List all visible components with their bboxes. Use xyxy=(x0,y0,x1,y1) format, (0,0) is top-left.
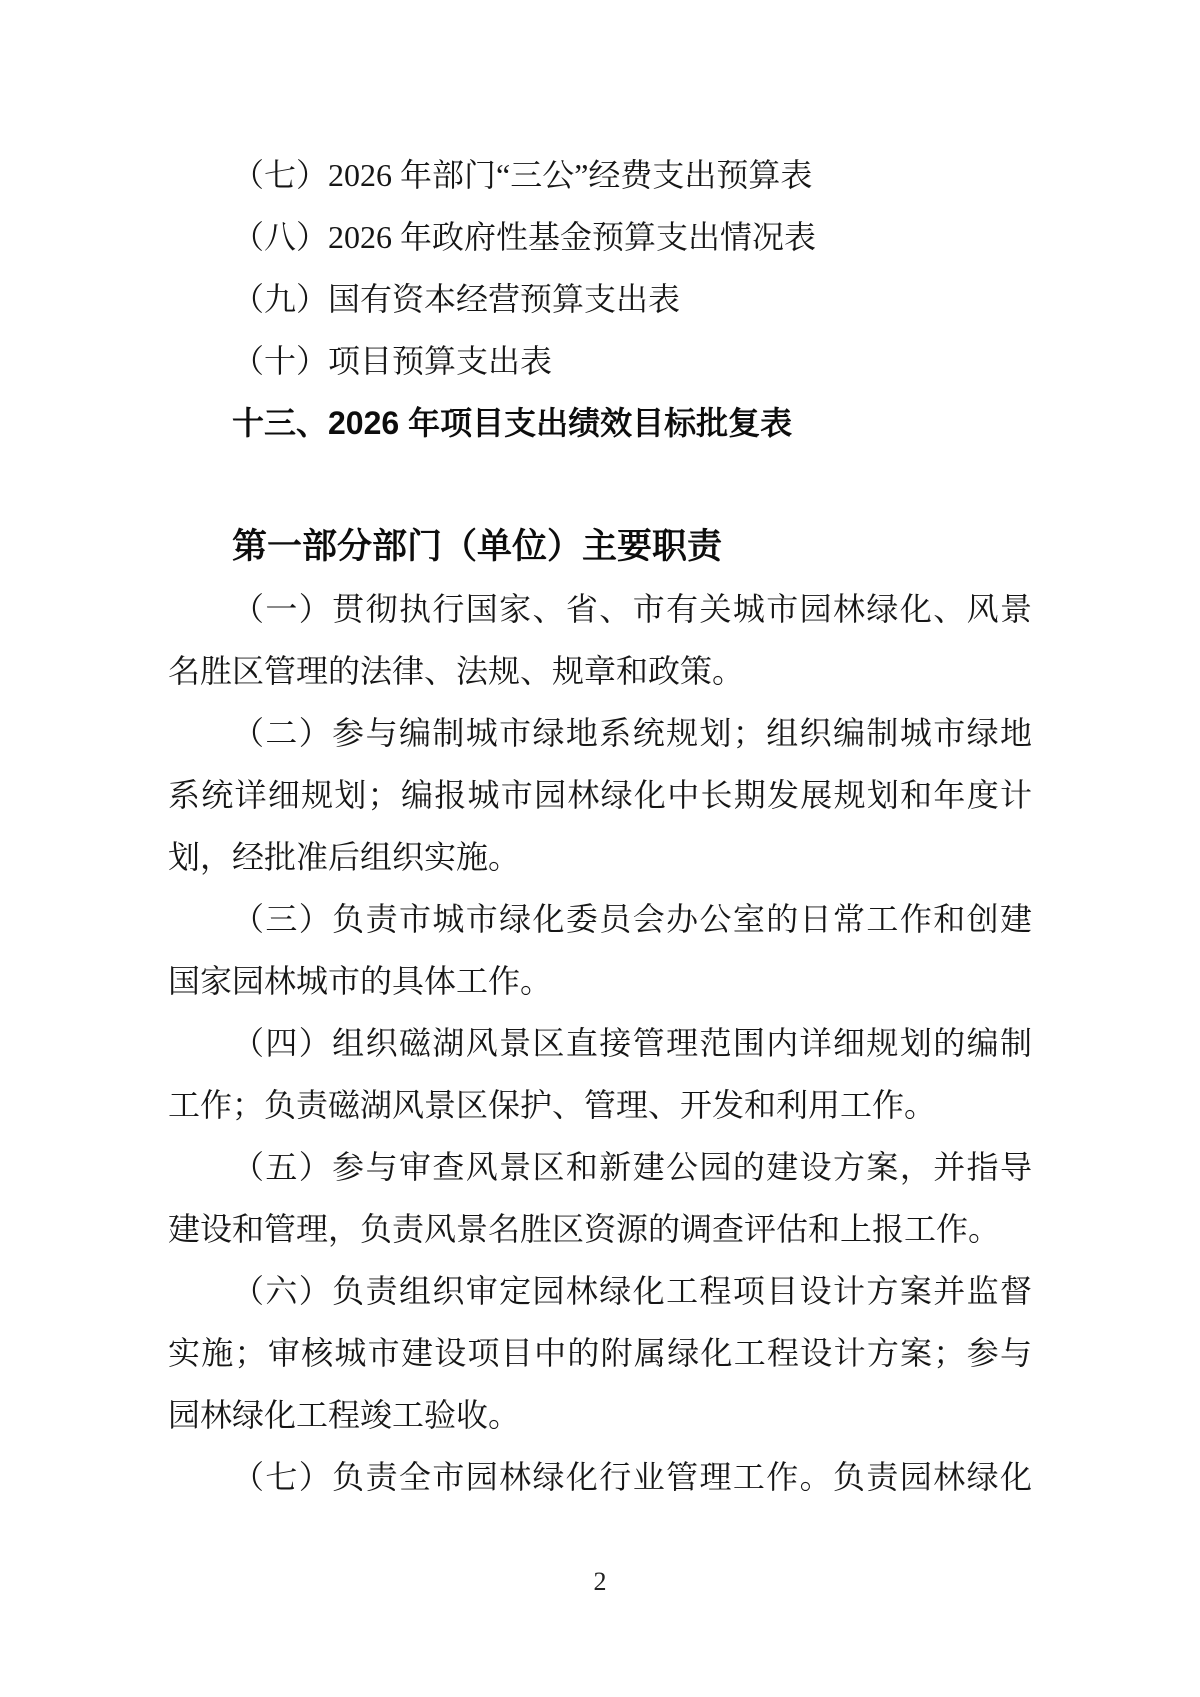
paragraph-3 xyxy=(168,888,1032,1012)
paragraph-line: 建设和管理，负责风景名胜区资源的调查评估和上报工作。 xyxy=(168,1211,1001,1247)
paragraph-line: 名胜区管理的法律、法规、规章和政策。 xyxy=(168,653,745,689)
page-number: 2 xyxy=(593,1567,607,1596)
toc-item-8: （八）2026 年政府性基金预算支出情况表 xyxy=(232,219,817,255)
paragraph-5 xyxy=(168,1136,1032,1260)
paragraph-line: （七）负责全市园林绿化行业管理工作。负责园林绿化 xyxy=(232,1459,1032,1495)
toc-item-9: （九）国有资本经营预算支出表 xyxy=(232,281,681,317)
paragraph-line: 工作；负责磁湖风景区保护、管理、开发和利用工作。 xyxy=(168,1087,937,1123)
paragraph-line: 系统详细规划；编报城市园林绿化中长期发展规划和年度计 xyxy=(168,777,1032,813)
paragraph-line: 国家园林城市的具体工作。 xyxy=(168,963,553,999)
blank-line xyxy=(168,454,1032,516)
paragraph-1 xyxy=(168,578,1032,702)
toc-item-13-bold: 十三、2026 年项目支出绩效目标批复表 xyxy=(232,405,793,441)
paragraph-7 xyxy=(168,1446,1032,1508)
paragraph-2 xyxy=(168,702,1032,888)
paragraph-line: （三）负责市城市绿化委员会办公室的日常工作和创建 xyxy=(232,901,1032,937)
paragraph-line: 划，经批准后组织实施。 xyxy=(168,839,521,875)
paragraph-line: （四）组织磁湖风景区直接管理范围内详细规划的编制 xyxy=(232,1025,1032,1061)
paragraph-4 xyxy=(168,1012,1032,1136)
document-body xyxy=(168,144,1032,1508)
paragraph-6 xyxy=(168,1260,1032,1446)
paragraph-line: （五）参与审查风景区和新建公园的建设方案，并指导 xyxy=(232,1149,1032,1185)
toc-item-7: （七）2026 年部门“三公”经费支出预算表 xyxy=(232,157,813,193)
paragraph-line: （六）负责组织审定园林绿化工程项目设计方案并监督 xyxy=(232,1273,1032,1309)
paragraph-line: （一）贯彻执行国家、省、市有关城市园林绿化、风景 xyxy=(232,591,1032,627)
paragraph-line: （二）参与编制城市绿地系统规划；组织编制城市绿地 xyxy=(232,715,1032,751)
section-heading-part1: 第一部分部门（单位）主要职责 xyxy=(232,527,723,566)
paragraph-line: 实施；审核城市建设项目中的附属绿化工程设计方案；参与 xyxy=(168,1335,1032,1371)
paragraph-line: 园林绿化工程竣工验收。 xyxy=(168,1397,521,1433)
toc-item-10: （十）项目预算支出表 xyxy=(232,343,553,379)
